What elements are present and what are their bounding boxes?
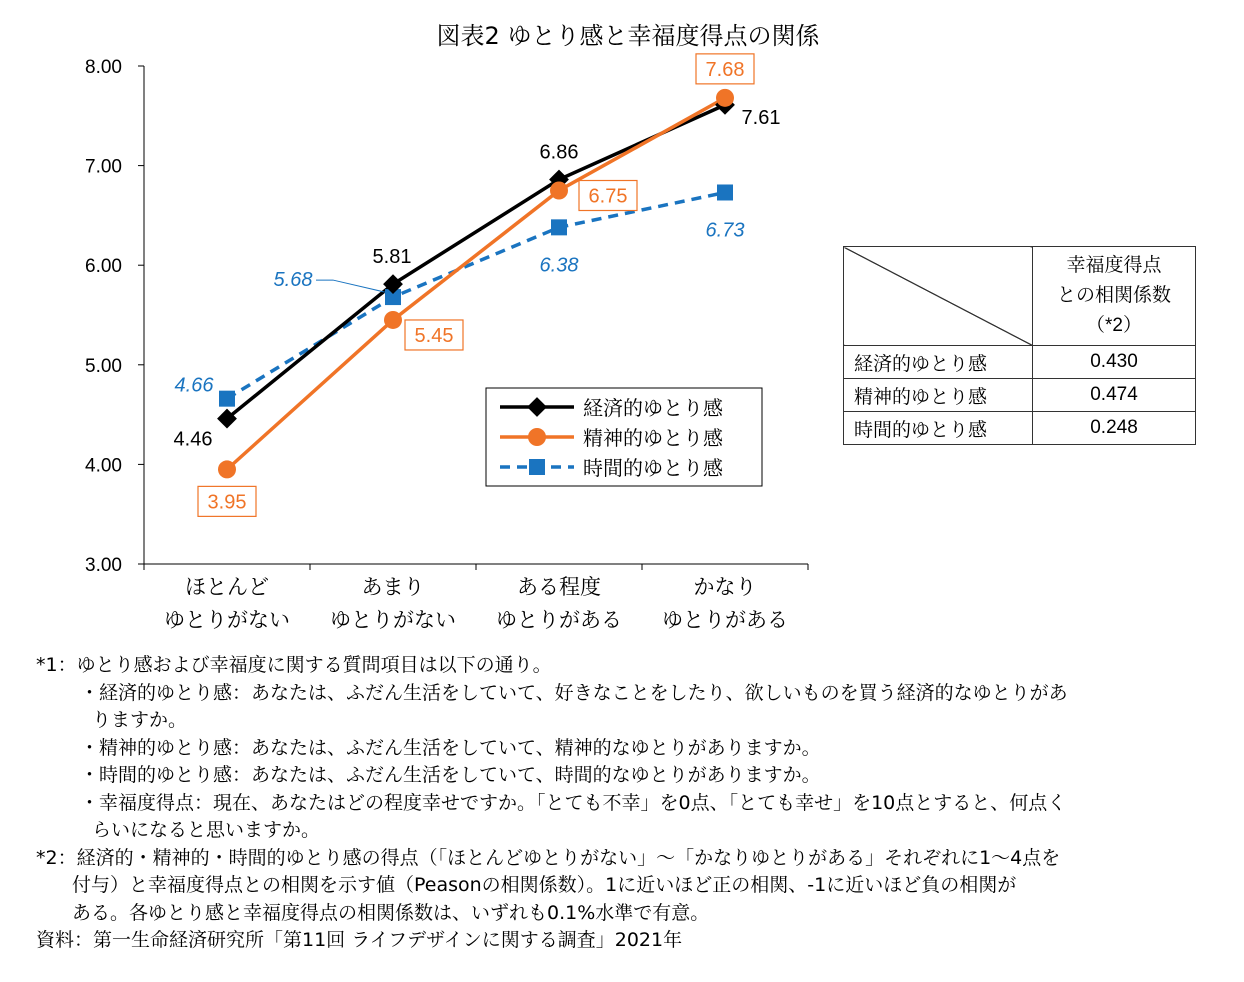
note-2: *2：経済的・精神的・時間的ゆとり感の得点（「ほとんどゆとりがない」～「かなりゆとりがある」それぞれに1～4点を [36, 846, 1061, 869]
data-point [218, 460, 236, 478]
table-corner-cell [844, 247, 1033, 346]
footnotes [36, 652, 1236, 955]
x-category-label: ほとんど [185, 575, 269, 599]
chart-title: 図表2 ゆとり感と幸福度得点の関係 [436, 22, 820, 50]
note-1d-cont: らいになると思いますか。 [92, 819, 321, 841]
data-label: 7.61 [741, 106, 781, 129]
note-1a [36, 680, 1236, 735]
row-label: 精神的ゆとり感 [844, 379, 1033, 412]
row-value: 0.248 [1033, 412, 1196, 445]
series-line-1 [227, 105, 725, 419]
table-header-line2: との相関係数 [1056, 285, 1171, 306]
legend-marker [528, 428, 546, 446]
row-label: 経済的ゆとり感 [844, 346, 1033, 379]
source-note: 資料：第一生命経済研究所「第11回 ライフデザインに関する調査」2021年 [36, 929, 683, 951]
leader-line [316, 280, 389, 293]
table-row [844, 412, 1196, 445]
data-point [384, 311, 402, 329]
data-point [550, 182, 568, 200]
data-point [551, 219, 567, 235]
data-point [716, 89, 734, 107]
x-category-label: ゆとりがない [164, 608, 290, 632]
data-point [219, 391, 235, 407]
table-row [844, 346, 1196, 379]
legend [486, 388, 762, 486]
x-category-label: ゆとりがない [330, 608, 456, 632]
x-category-label: あまり [361, 575, 425, 599]
y-tick-label: 3.00 [85, 555, 122, 576]
data-label: 5.68 [273, 269, 313, 292]
y-tick-label: 5.00 [85, 355, 122, 377]
table-header-line1: 幸福度得点 [1066, 255, 1162, 276]
legend-label: 精神的ゆとり感 [583, 426, 723, 450]
data-label: 6.75 [588, 185, 628, 208]
data-point [717, 184, 733, 200]
x-category-label: ある程度 [517, 575, 601, 599]
row-value: 0.430 [1033, 346, 1196, 379]
note-1d-text: ・幸福度得点：現在、あなたはどの程度幸せですか。「とても不幸」を0点、「とても幸せ」を10点とすると、何点く [80, 791, 1067, 814]
data-label: 5.45 [414, 324, 454, 347]
note-1b: ・精神的ゆとり感：あなたは、ふだん生活をしていて、精神的なゆとりがありますか。 [80, 736, 821, 759]
data-label: 5.81 [372, 246, 412, 269]
note-1a-cont: りますか。 [92, 709, 188, 731]
note-1d [36, 790, 1236, 845]
y-tick-label: 4.00 [85, 455, 122, 477]
note-1a-text: ・経済的ゆとり感：あなたは、ふだん生活をしていて、好きなことをしたり、欲しいものを買う経済的なゆとりがあ [80, 681, 1068, 704]
legend-label: 経済的ゆとり感 [583, 396, 723, 420]
table-row [844, 379, 1196, 412]
data-label: 6.73 [705, 219, 745, 242]
table-header-line3: （*2） [1086, 315, 1142, 336]
data-label: 3.95 [207, 491, 247, 514]
note-2-cont2: ある。各ゆとり感と幸福度得点の相関係数は、いずれも0.1%水準で有意。 [72, 901, 710, 924]
x-category-label: ゆとりがある [662, 608, 788, 632]
data-label: 6.38 [539, 254, 579, 277]
correlation-table [843, 246, 1196, 445]
table-header [1033, 247, 1196, 346]
y-tick-label: 6.00 [85, 256, 122, 278]
data-label: 6.86 [539, 141, 579, 164]
row-label: 時間的ゆとり感 [844, 412, 1033, 445]
series-line-3 [227, 192, 725, 398]
legend-label: 時間的ゆとり感 [583, 456, 723, 480]
data-label: 7.68 [705, 58, 745, 81]
note-2-cont1: 付与）と幸福度得点との相関を示す値（Peasonの相関係数）。1に近いほど正の相関、-1に近いほど負の相関が [72, 874, 1017, 896]
y-tick-label: 8.00 [85, 57, 122, 78]
y-tick-label: 7.00 [85, 156, 122, 178]
x-category-label: ゆとりがある [496, 608, 622, 632]
data-label: 4.46 [173, 428, 213, 451]
data-label: 4.66 [174, 374, 214, 397]
row-value: 0.474 [1033, 379, 1196, 412]
note-1: *1：ゆとり感および幸福度に関する質問項目は以下の通り。 [36, 654, 552, 676]
x-category-label: かなり [693, 575, 757, 599]
legend-marker [529, 459, 545, 475]
note-1c: ・時間的ゆとり感：あなたは、ふだん生活をしていて、時間的なゆとりがありますか。 [80, 764, 821, 786]
